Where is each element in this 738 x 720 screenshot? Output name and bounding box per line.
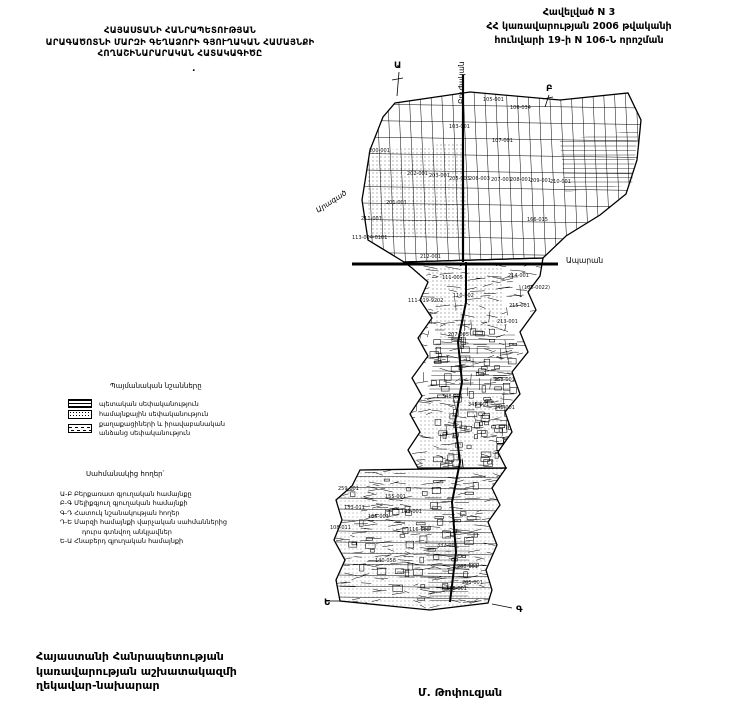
parcel-label: 206-003 [469,176,490,182]
title-line-2: ԱՐԱԳԱԾՈՏՆԻ ՄԱՐԶԻ ԳԵՂԱՁՈՐԻ ԳՅՈՒՂԱԿԱՆ ՀԱՄԱՅՆՔԻ [45,37,315,48]
parcel-label: 201-001 [386,200,407,206]
footer-line-1: Հայաստանի Հանրապետության [36,650,224,663]
parcel-label: 345-001 [468,402,489,408]
marker-letter: Գ [516,605,523,615]
legend-item-community [68,410,308,419]
legend-item-state [68,399,308,408]
title-dot: . [192,64,196,74]
parcel-label: 215-001 [509,303,530,309]
map-texture-fills [334,130,638,610]
parcel-label: 335-001 [446,586,467,592]
bordering-lands-title: Սահմանակից հողեր՝ [86,470,165,478]
signatory-position-block [36,650,237,694]
appendix-line-1: Հավելված N 3 [542,7,616,18]
signatory-name: Մ. Թոփուզյան [418,686,503,699]
parcel-label: 107-001 [492,138,513,144]
document-title [12,26,348,61]
appendix-line-3: հունվարի 19-ի N 106-Ն որոշման [494,35,664,46]
parcel-label: 200-001 [369,148,390,154]
parcel-label: 368-001 [494,377,515,383]
parcel-label: 207-001 [491,177,512,183]
dots-swatch-icon [68,410,92,419]
parcel-label: 106-034 [510,105,531,111]
legend-item-label: պետական սեփականություն [99,399,199,408]
neighbor-label: Արագած [314,188,349,215]
parcel-label: 210-001 [550,179,571,185]
parcel-label: 111-019-9202 [408,298,444,304]
marker-letter: Ա [394,61,402,71]
appendix-header [428,6,730,48]
parcel-label: 332-001 [437,543,458,549]
parcel-label: 348-001 [442,394,463,400]
parcel-label: 207-005 [448,332,469,338]
footer-line-2: կառավարության աշխատակազմի [36,664,237,678]
border-item-gd: Գ-Դ Հատուկ նշանակության հողեր [60,508,180,517]
title-line-3: ՀՈՂԱՇԻՆԱՐԱՐԱԿԱՆ ՀԱՏԱԿԱԳԻԾԸ [97,49,263,59]
parcel-label: 202-001 [407,171,428,177]
parcel-label: 205-003 [449,176,470,182]
parcel-label: 111-005 [442,275,463,281]
legend-item-private [68,420,308,437]
neighbor-label: Ապարան [566,256,604,265]
legend-item-label: քաղաքացիների և իրավաբանական անձանց սեփականություն [99,420,226,437]
parcel-label: (106-0022) [522,285,550,291]
parcel-label: 110-002 [453,293,474,299]
parcel-label: 208-001 [510,177,531,183]
parcel-label: 105-001 [483,97,504,103]
border-item-de: Դ-Ե Մարզի համայնքի վարչական սահմաններից [60,518,227,526]
parcel-label: 141-001 [401,509,422,515]
dash-swatch-icon [68,424,92,433]
parcel-label: 259-001 [338,486,359,492]
parcel-label: 209-001 [530,178,551,184]
parcel-label: 211-001 [361,216,382,222]
marker-letter: Ե [324,598,331,608]
parcel-label: 165-001 [368,514,389,520]
parcel-label: 166-015 [527,217,548,223]
parcel-label: 212-001 [420,254,441,260]
parcel-label: 214-001 [508,273,529,279]
neighbor-label: Բուժական [457,61,466,104]
parcel-label: 285-001 [462,580,483,586]
border-item-ab: Ա-Բ Բերքառատ գյուղական համայնքը [60,489,192,498]
legend-title: Պայմանական նշանները [110,382,202,390]
border-item-de-cont: դուրս գտնվող անկլավներ [82,527,172,536]
parcel-label: 346-001 [494,405,515,411]
hatch-swatch-icon [68,399,92,408]
border-item-ea: Ե-Ա Հնաբերդ գյուղական համայնքի [60,537,184,545]
parcel-label: 155-001 [385,494,406,500]
map-legend [68,382,308,439]
title-line-1: ՀԱՅԱՍՏԱՆԻ ՀԱՆՐԱՊԵՏՈՒԹՅԱՆ [104,26,256,36]
border-item-bg: Բ-Գ Մելիքգյուղ գյուղական համայնքի [60,499,188,507]
parcel-label: 103-001 [449,124,470,130]
footer-line-3: ղեկավար-նախարար [36,679,160,692]
parcel-label: 213-001 [497,319,518,325]
appendix-line-2: ՀՀ կառավարության 2006 թվականի [486,21,672,32]
parcel-label: 140-058 [375,558,396,564]
parcel-label: 116-008 [409,527,430,533]
marker-letter: Բ [546,84,553,94]
parcel-label: 203-001 [429,173,450,179]
legend-item-label: համայնքային սեփականություն [99,410,209,418]
parcel-label: 288-001 [457,564,478,570]
parcel-label: 133-011 [344,505,365,511]
bordering-lands-list [60,470,320,547]
parcel-label: 108-011 [330,525,351,531]
parcel-label: 113-004-0101 [352,235,388,241]
